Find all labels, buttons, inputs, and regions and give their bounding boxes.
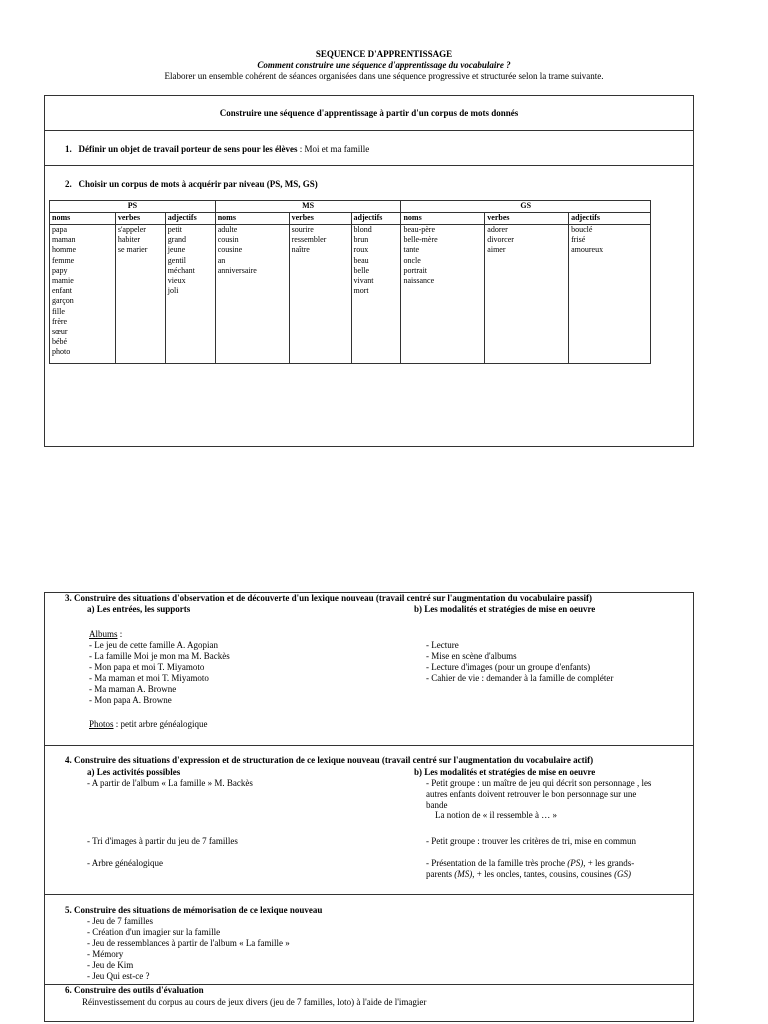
list-item: - La famille Moi je mon ma M. Backès: [89, 651, 230, 662]
strategy-3-text: , + les grands-: [583, 858, 635, 868]
list-item: belle-mère: [403, 235, 438, 245]
photos-label: Photos: [89, 719, 114, 729]
list-item: aimer: [487, 245, 506, 255]
list-item: mamie: [52, 276, 74, 286]
list-item: bébé: [52, 337, 68, 347]
albums-label: Albums: [89, 629, 118, 639]
modalites-list: [426, 640, 613, 684]
level-gs-header: GS: [401, 201, 651, 213]
list-item: papa: [52, 225, 68, 234]
activity-1: - A partir de l'album « La famille » M. Backès: [87, 778, 253, 788]
list-item: - Lecture: [426, 640, 459, 650]
activity-3: - Arbre généalogique: [87, 858, 163, 868]
list-item: s'appeler: [117, 225, 146, 234]
step-1-label: Définir un objet de travail porteur de sens pour les élèves: [78, 144, 298, 154]
strategy-3-line-1: [426, 858, 688, 869]
list-item: bouclé: [571, 225, 593, 234]
list-item: habiter: [117, 235, 141, 245]
list-item: oncle: [403, 255, 421, 265]
strategy-1-line: - Petit groupe : un maître de jeu qui décrit son personnage , les: [426, 778, 652, 788]
list-item: sourire: [291, 225, 314, 234]
list-item: roux: [353, 245, 369, 255]
list-item: - Jeu de ressemblances à partir de l'album « La famille »: [87, 938, 290, 949]
gs-verbes-cell: [485, 225, 569, 364]
list-item: frère: [52, 316, 68, 326]
section-4-a-title: a) Les activités possibles: [87, 767, 181, 777]
memorisation-list: [87, 916, 290, 983]
ps-verbes-cell: [115, 225, 165, 364]
list-item: cousin: [217, 235, 239, 245]
section-6-text: Réinvestissement du corpus au cours de jeux divers (jeu de 7 familles, loto) à l'aide de l'imagier: [82, 997, 427, 1007]
ps-noms-cell: [50, 225, 116, 364]
strategy-1: [426, 778, 688, 821]
document-intro: Elaborer un ensemble cohérent de séances organisées dans une séquence progressive et structurée selon la trame suivante.: [164, 71, 604, 81]
list-item: vieux: [167, 276, 186, 286]
list-item: divorcer: [487, 235, 514, 245]
list-item: papy: [52, 265, 68, 275]
list-item: garçon: [52, 296, 74, 306]
list-item: adulte: [217, 225, 238, 234]
strategy-3-line-2: [426, 869, 688, 880]
strategy-3-text: parents: [426, 868, 455, 879]
list-item: - Jeu de 7 familles: [87, 916, 153, 926]
step-2: [65, 179, 318, 190]
list-item: brun: [353, 235, 369, 245]
strategy-3-text: - Présentation de la famille très proche: [426, 858, 568, 868]
step-2-label: Choisir un corpus de mots à acquérir par niveau (PS, MS, GS): [78, 179, 318, 189]
albums-heading: [89, 629, 122, 640]
list-item: jeune: [167, 245, 186, 255]
list-item: amoureux: [571, 245, 604, 255]
list-item: - Ma maman et moi T. Miyamoto: [89, 673, 209, 684]
list-item: femme: [52, 255, 75, 265]
strategy-3-text: , + les oncles, tantes, cousins, cousines: [472, 868, 615, 879]
level-ps-header: PS: [50, 201, 216, 213]
step-1: [65, 144, 369, 155]
activity-2: - Tri d'images à partir du jeu de 7 familles: [87, 836, 238, 846]
divider: [44, 130, 694, 131]
strategy-1-line: bande: [426, 799, 448, 810]
sequence-box-title: Construire une séquence d'apprentissage à partir d'un corpus de mots donnés: [219, 108, 519, 118]
strategy-2: - Petit groupe : trouver les critères de tri, mise en commun: [426, 836, 636, 846]
level-ms-header: MS: [215, 201, 401, 213]
list-item: an: [217, 255, 226, 265]
section-4-b-title: b) Les modalités et stratégies de mise en oeuvre: [414, 767, 596, 777]
list-item: grand: [167, 235, 187, 245]
column-header: verbes: [485, 213, 569, 225]
list-item: - Ma maman A. Browne: [89, 684, 177, 695]
list-item: gentil: [167, 255, 187, 265]
column-header: adjectifs: [569, 213, 651, 225]
list-item: - Lecture d'images (pour un groupe d'enfants): [426, 662, 591, 673]
list-item: - Jeu de Kim: [87, 960, 134, 971]
strategy-3: [426, 858, 688, 880]
photos-line: [89, 719, 207, 730]
list-item: blond: [353, 225, 372, 234]
list-item: cousine: [217, 245, 243, 255]
strategy-1-line: La notion de « il ressemble à … »: [435, 810, 557, 821]
gs-noms-cell: [401, 225, 485, 364]
list-item: - Le jeu de cette famille A. Agopian: [89, 640, 218, 650]
strategy-1-line: autres enfants doivent retrouver le bon personnage sur une: [426, 788, 637, 799]
list-item: maman: [52, 235, 76, 245]
list-item: - Cahier de vie : demander à la famille de compléter: [426, 673, 614, 684]
list-item: enfant: [52, 286, 72, 296]
column-header: noms: [50, 213, 116, 225]
column-header: adjectifs: [351, 213, 401, 225]
list-item: se marier: [117, 245, 148, 255]
section-4-title: 4. Construire des situations d'expression et de structuration de ce lexique nouveau (travail centré sur l'augmentation du vocabulaire actif): [65, 755, 594, 765]
step-1-value: : Moi et ma famille: [297, 144, 370, 154]
section-6-title: 6. Construire des outils d'évaluation: [65, 985, 204, 995]
divider: [44, 165, 694, 166]
list-item: - Mon papa et moi T. Miyamoto: [89, 662, 205, 673]
list-item: tante: [403, 245, 420, 255]
list-item: homme: [52, 245, 76, 255]
list-item: - Jeu Qui est-ce ?: [87, 971, 150, 982]
ms-verbes-cell: [289, 225, 351, 364]
list-item: - Mémory: [87, 949, 124, 960]
list-item: mort: [353, 286, 369, 296]
list-item: belle: [353, 265, 370, 275]
ms-adjectifs-cell: [351, 225, 401, 364]
list-item: naître: [291, 245, 310, 255]
list-item: sœur: [52, 327, 68, 337]
level-ps-tag: (PS): [567, 858, 584, 868]
section-3-title: 3. Construire des situations d'observation et de découverte d'un lexique nouveau (travail centré sur l'augmentation du vocabulaire passif): [65, 593, 593, 603]
list-item: - Création d'un imagier sur la famille: [87, 927, 221, 938]
list-item: ressembler: [291, 235, 327, 245]
list-item: photo: [52, 347, 71, 357]
level-ms-tag: (MS): [454, 868, 473, 879]
list-item: fille: [52, 306, 65, 316]
list-item: beau-père: [403, 225, 435, 234]
list-item: portrait: [403, 265, 428, 275]
column-header: adjectifs: [165, 213, 215, 225]
list-item: beau: [353, 255, 369, 265]
ps-adjectifs-cell: [165, 225, 215, 364]
document-subtitle: Comment construire une séquence d'apprentissage du vocabulaire ?: [257, 60, 511, 70]
list-item: naissance: [403, 276, 435, 286]
step-2-number: 2.: [65, 179, 72, 189]
divider: [44, 745, 694, 746]
ms-noms-cell: [215, 225, 289, 364]
section-5-title: 5. Construire des situations de mémorisation de ce lexique nouveau: [65, 905, 323, 915]
gs-adjectifs-cell: [569, 225, 651, 364]
section-3-b-title: b) Les modalités et stratégies de mise en oeuvre: [414, 604, 596, 614]
list-item: anniversaire: [217, 265, 257, 275]
section-3-a-title: a) Les entrées, les supports: [87, 604, 191, 614]
list-item: - Mise en scène d'albums: [426, 651, 517, 662]
list-item: frisé: [571, 235, 586, 245]
list-item: - Mon papa A. Browne: [89, 695, 172, 706]
list-item: joli: [167, 286, 179, 296]
photos-text: : petit arbre généalogique: [113, 719, 208, 729]
level-gs-tag: (GS): [614, 868, 632, 879]
list-item: méchant: [167, 265, 195, 275]
column-header: noms: [401, 213, 485, 225]
albums-colon: :: [117, 629, 123, 639]
list-item: petit: [167, 225, 183, 234]
list-item: adorer: [487, 225, 508, 234]
column-header: verbes: [115, 213, 165, 225]
step-1-number: 1.: [65, 144, 72, 154]
column-header: verbes: [289, 213, 351, 225]
corpus-table: [49, 200, 651, 364]
list-item: vivant: [353, 276, 374, 286]
column-header: noms: [215, 213, 289, 225]
document-title: SEQUENCE D'APPRENTISSAGE: [315, 49, 453, 59]
divider: [44, 894, 694, 895]
albums-list: [89, 640, 230, 707]
